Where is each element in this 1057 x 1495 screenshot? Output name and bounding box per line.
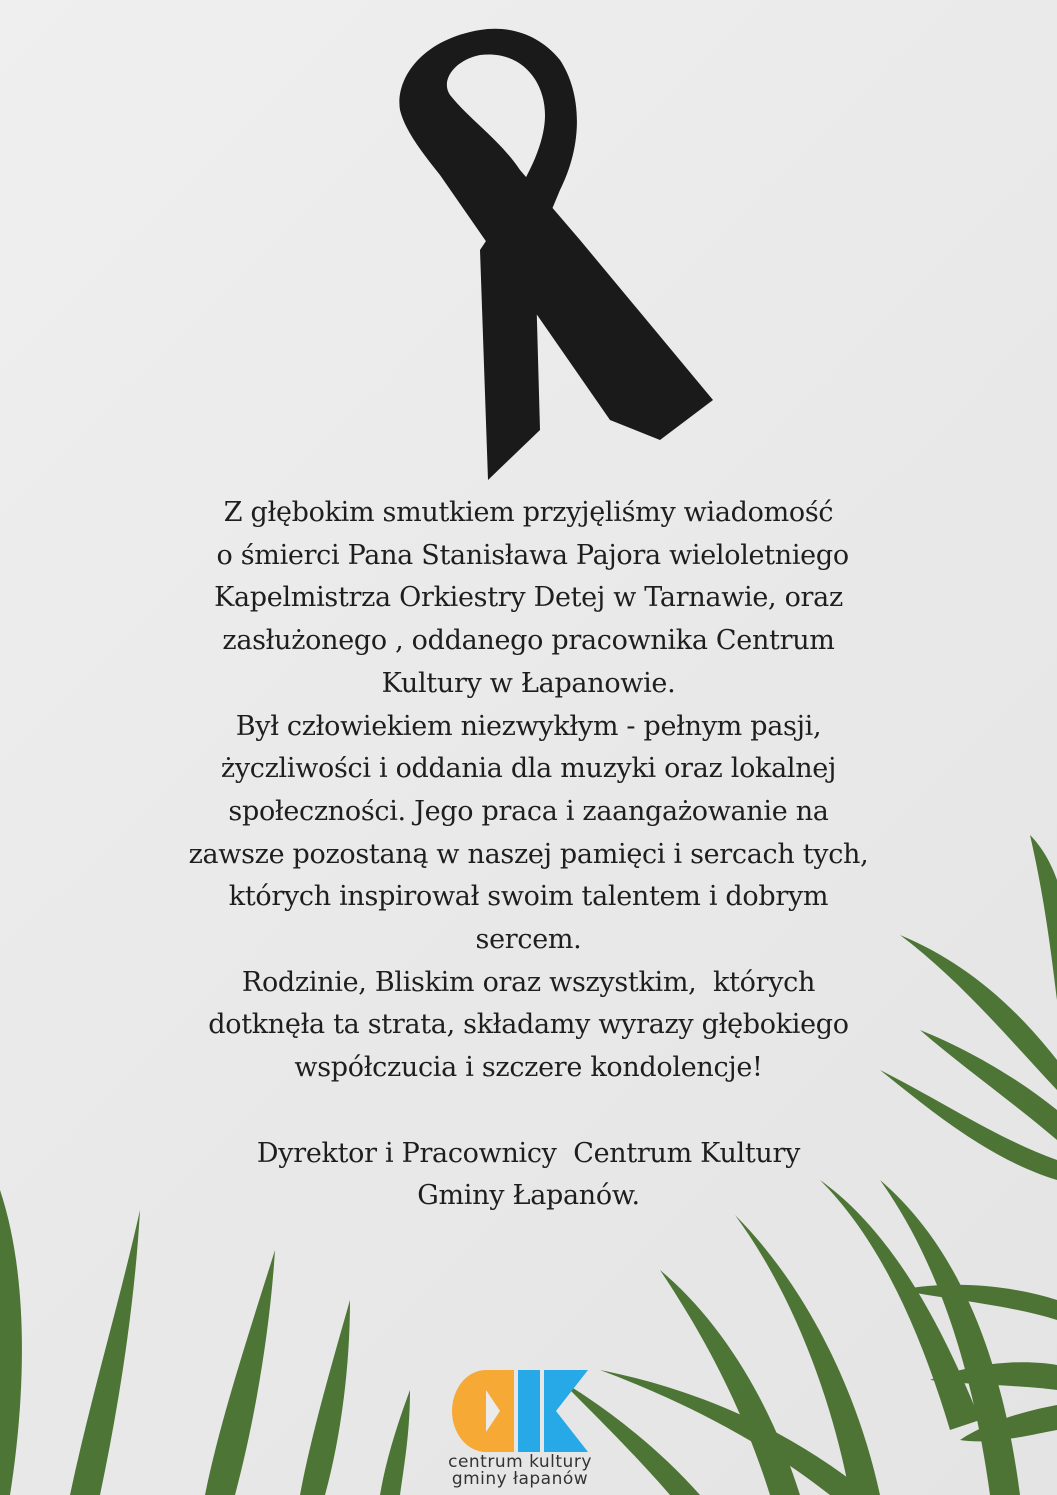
message-line: społeczności. Jego praca i zaangażowanie na xyxy=(228,795,829,827)
logo-line-1: centrum kultury xyxy=(448,1452,592,1472)
message-line: współczucia i szczere kondolencje! xyxy=(294,1052,763,1084)
ck-logo xyxy=(440,1370,600,1488)
ck-logo-mark xyxy=(452,1370,588,1452)
logo-line-2: gminy łapanów xyxy=(451,1469,589,1489)
black-ribbon-icon xyxy=(399,29,713,480)
message-line: zawsze pozostaną w naszej pamięci i sercach tych, xyxy=(188,838,869,870)
message-line: Był człowiekiem niezwykłym - pełnym pasji, xyxy=(235,710,822,742)
signature-line: Dyrektor i Pracownicy Centrum Kultury xyxy=(256,1137,801,1169)
message-line: życzliwości i oddania dla muzyki oraz lokalnej xyxy=(220,753,837,785)
message-line: Kultury w Łapanowie. xyxy=(381,667,676,699)
message-line: Rodzinie, Bliskim oraz wszystkim, których xyxy=(241,966,816,998)
message-line: dotknęła ta strata, składamy wyrazy głębokiego xyxy=(208,1009,849,1041)
message-line: o śmierci Pana Stanisława Pajora wieloletniego xyxy=(208,539,849,571)
message-line: Kapelmistrza Orkiestry Detej w Tarnawie, oraz xyxy=(214,582,843,614)
message-line: Z głębokim smutkiem przyjęliśmy wiadomość xyxy=(223,497,834,528)
condolence-message xyxy=(0,492,1057,1218)
message-line: zasłużonego , oddanego pracownika Centrum xyxy=(222,625,835,657)
signature-line: Gminy Łapanów. xyxy=(417,1180,640,1212)
message-line: których inspirował swoim talentem i dobrym xyxy=(228,881,829,913)
message-line: sercem. xyxy=(475,924,582,956)
